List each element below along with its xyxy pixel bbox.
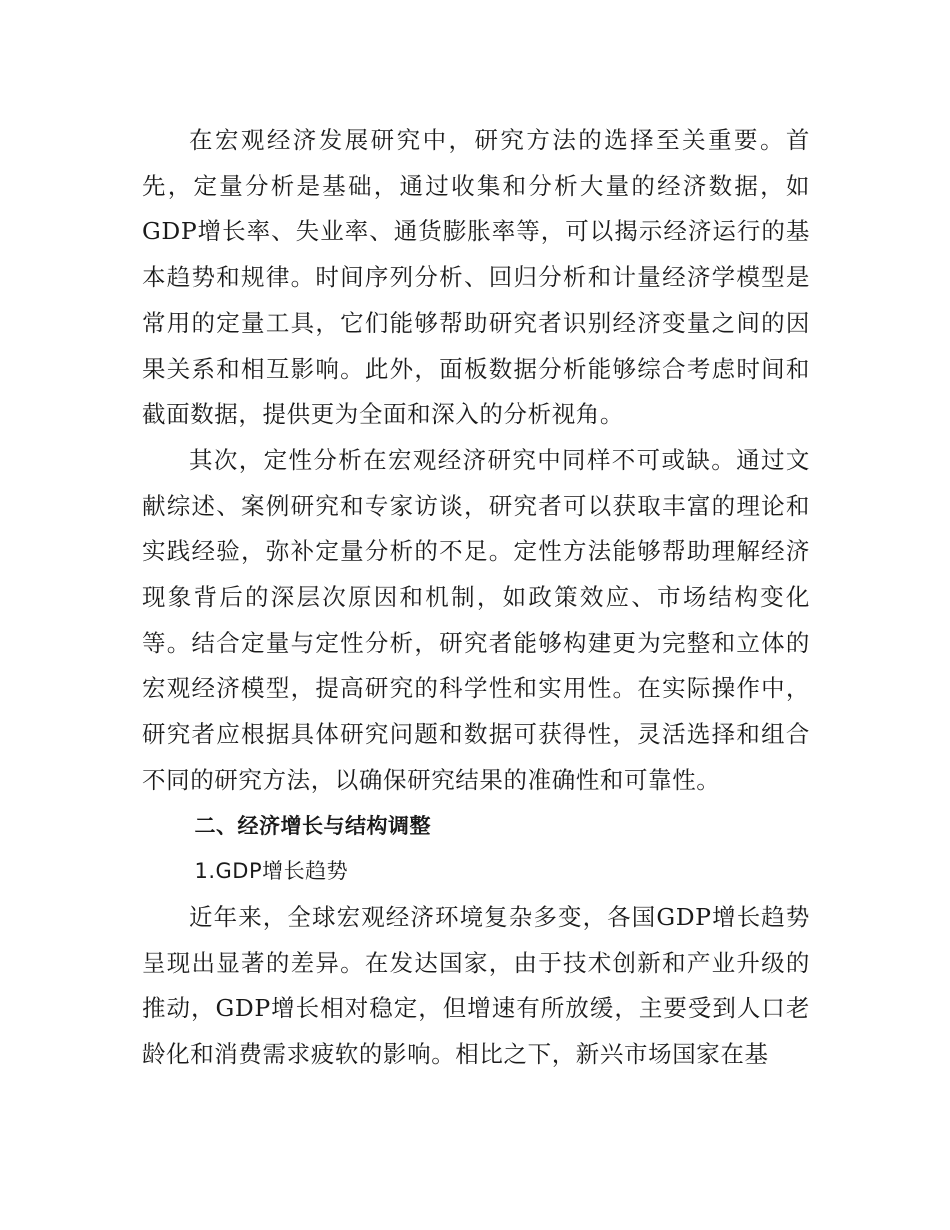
paragraph-qualitative-analysis: 其次，定性分析在宏观经济研究中同样不可或缺。通过文献综述、案例研究和专家访谈，研究者可以获取丰富的理论和实践经验，弥补定量分析的不足。定性方法能够帮助理解经济现象背后的深层次原因和机制，如政策效应、市场结构变化等。结合定量与定性分析，研究者能够构建更为完整和立体的宏观经济模型，提高研究的科学性和实用性。在实际操作中，研究者应根据具体研究问题和数据可获得性，灵活选择和组合不同的研究方法，以确保研究结果的准确性和可靠性。	[142, 445, 810, 794]
subsection-heading: 1.GDP增长趋势	[194, 859, 349, 884]
section-heading: 二、经济增长与结构调整	[194, 813, 431, 838]
paragraph-gdp-trend: 近年来，全球宏观经济环境复杂多变，各国GDP增长趋势呈现出显著的差异。在发达国家，由于技术创新和产业升级的推动，GDP增长相对稳定，但增速有所放缓，主要受到人口老龄化和消费需求疲软的影响。相比之下，新兴市场国家在基	[142, 902, 810, 1069]
paragraph-research-methods-intro: 在宏观经济发展研究中，研究方法的选择至关重要。首先，定量分析是基础，通过收集和分析大量的经济数据，如GDP增长率、失业率、通货膨胀率等，可以揭示经济运行的基本趋势和规律。时间序列分析、回归分析和计量经济学模型是常用的定量工具，它们能够帮助研究者识别经济变量之间的因果关系和相互影响。此外，面板数据分析能够综合考虑时间和截面数据，提供更为全面和深入的分析视角。	[142, 126, 810, 429]
document-page	[142, 118, 810, 1078]
